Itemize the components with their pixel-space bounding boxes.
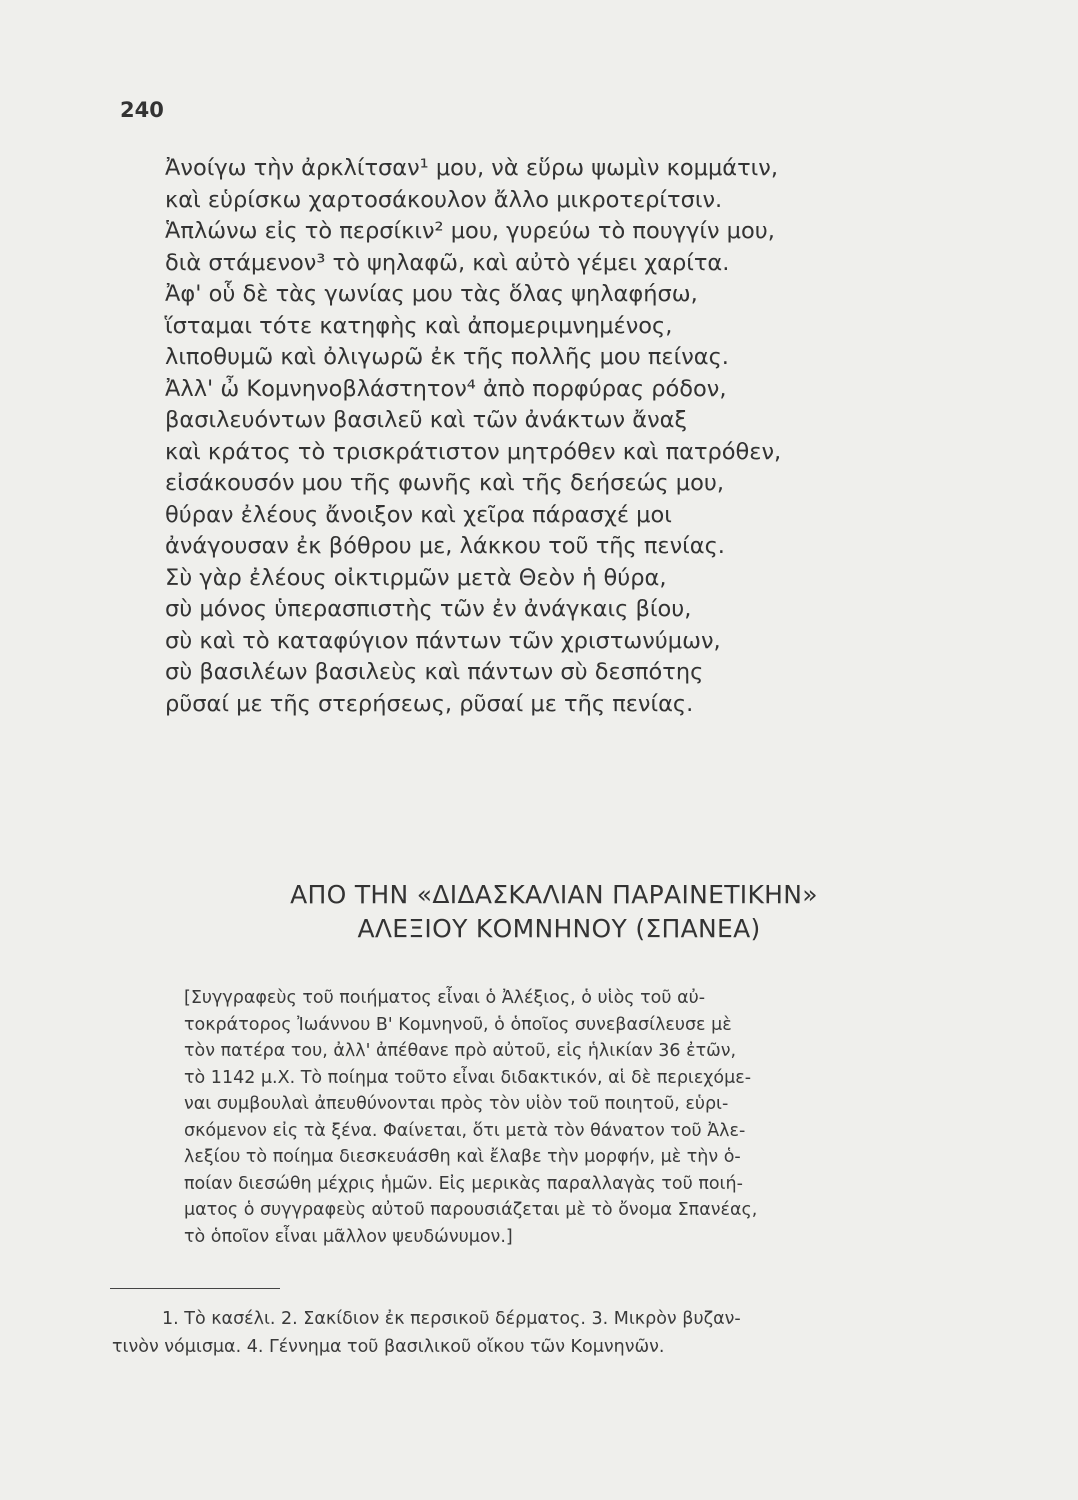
poem-line: ἵσταμαι τότε κατηφὴς καὶ ἀπομεριμνημένος, xyxy=(165,312,673,339)
section-heading xyxy=(0,878,1078,946)
intro-line: τὸ 1142 μ.Χ. Τὸ ποίημα τοῦτο εἶναι διδακτικόν, αἱ δὲ περιεχόμε- xyxy=(184,1067,752,1088)
footnotes xyxy=(112,1305,952,1361)
poem-line: σὺ βασιλέων βασιλεὺς καὶ πάντων σὺ δεσπότης xyxy=(165,659,704,685)
intro-line: λεξίου τὸ ποίημα διεσκευάσθη καὶ ἔλαβε τὴν μορφήν, μὲ τὴν ὁ- xyxy=(184,1147,741,1167)
intro-line: τὸν πατέρα του, ἀλλ' ἀπέθανε πρὸ αὐτοῦ, εἰς ἡλικίαν 36 ἐτῶν, xyxy=(184,1041,737,1061)
poem-body xyxy=(165,153,965,720)
poem-line: Ἁπλώνω εἰς τὸ περσίκιν² μου, γυρεύω τὸ πουγγίν μου, xyxy=(165,218,775,244)
poem-line: σὺ καὶ τὸ καταφύγιον πάντων τῶν χριστωνύμων, xyxy=(165,627,721,654)
intro-line: ναι συμβουλαὶ ἀπευθύνονται πρὸς τὸν υἱὸν τοῦ ποιητοῦ, εὑρι- xyxy=(184,1094,729,1114)
poem-line: διὰ στάμενον³ τὸ ψηλαφῶ, καὶ αὐτὸ γέμει χαρίτα. xyxy=(165,249,730,276)
poem-line: θύραν ἐλέους ἄνοιξον καὶ χεῖρα πάρασχέ μοι xyxy=(165,501,672,528)
poem-line: Ἀνοίγω τὴν ἀρκλίτσαν¹ μου, νὰ εὕρω ψωμὶν κομμάτιν, xyxy=(165,155,778,181)
footnote-line-2: τινὸν νόμισμα. 4. Γέννημα τοῦ βασιλικοῦ οἴκου τῶν Κομνηνῶν. xyxy=(112,1337,665,1357)
poem-line: ἀνάγουσαν ἐκ βόθρου με, λάκκου τοῦ τῆς πενίας. xyxy=(165,533,725,559)
intro-line: ποίαν διεσώθη μέχρις ἡμῶν. Εἰς μερικὰς παραλλαγὰς τοῦ ποιή- xyxy=(184,1173,743,1194)
intro-paragraph xyxy=(184,985,964,1250)
poem-line: σὺ μόνος ὑπερασπιστὴς τῶν ἐν ἀνάγκαις βίου, xyxy=(165,596,692,622)
poem-line: βασιλευόντων βασιλεῦ καὶ τῶν ἀνάκτων ἄναξ xyxy=(165,407,688,433)
intro-line: ματος ὁ συγγραφεὺς αὐτοῦ παρουσιάζεται μὲ τὸ ὄνομα Σπανέας, xyxy=(184,1200,758,1220)
footnote-divider xyxy=(110,1288,280,1289)
poem-line: ρῦσαί με τῆς στερήσεως, ρῦσαί με τῆς πενίας. xyxy=(165,690,694,717)
intro-line: [Συγγραφεὺς τοῦ ποιήματος εἶναι ὁ Ἀλέξιος, ὁ υἱὸς τοῦ αὐ- xyxy=(184,988,706,1008)
intro-line: τοκράτορος Ἰωάννου Β' Κομνηνοῦ, ὁ ὁποῖος συνεβασίλευσε μὲ xyxy=(184,1014,732,1035)
poem-line: Σὺ γὰρ ἐλέους οἰκτιρμῶν μετὰ Θεὸν ἡ θύρα, xyxy=(165,564,667,591)
intro-line: σκόμενον εἰς τὰ ξένα. Φαίνεται, ὅτι μετὰ τὸν θάνατον τοῦ Ἀλε- xyxy=(184,1120,746,1141)
poem-line: Ἀφ' οὗ δὲ τὰς γωνίας μου τὰς ὅλας ψηλαφήσω, xyxy=(165,281,698,307)
page-number: 240 xyxy=(120,98,164,122)
poem-line: λιποθυμῶ καὶ ὀλιγωρῶ ἐκ τῆς πολλῆς μου πείνας. xyxy=(165,344,729,370)
poem-line: Ἀλλ' ὦ Κομνηνοβλάστητον⁴ ἀπὸ πορφύρας ρόδον, xyxy=(165,375,727,402)
section-heading-line-2: ΑΛΕΞΙΟΥ ΚΟΜΝΗΝΟΥ (ΣΠΑΝΕΑ) xyxy=(357,914,761,943)
poem-line: καὶ εὑρίσκω χαρτοσάκουλον ἄλλο μικροτερίτσιν. xyxy=(165,186,723,213)
poem-line: εἰσάκουσόν μου τῆς φωνῆς καὶ τῆς δεήσεώς μου, xyxy=(165,470,725,496)
section-heading-line-1: ΑΠΟ ΤΗΝ «ΔΙΔΑΣΚΑΛΙΑΝ ΠΑΡΑΙΝΕΤΙΚΗΝ» xyxy=(290,880,818,909)
footnote-line-1: 1. Τὸ κασέλι. 2. Σακίδιον ἐκ περσικοῦ δέρματος. 3. Μικρὸν βυζαν- xyxy=(162,1309,741,1329)
poem-line: καὶ κράτος τὸ τρισκράτιστον μητρόθεν καὶ πατρόθεν, xyxy=(165,438,782,465)
intro-line: τὸ ὁποῖον εἶναι μᾶλλον ψευδώνυμον.] xyxy=(184,1226,513,1247)
